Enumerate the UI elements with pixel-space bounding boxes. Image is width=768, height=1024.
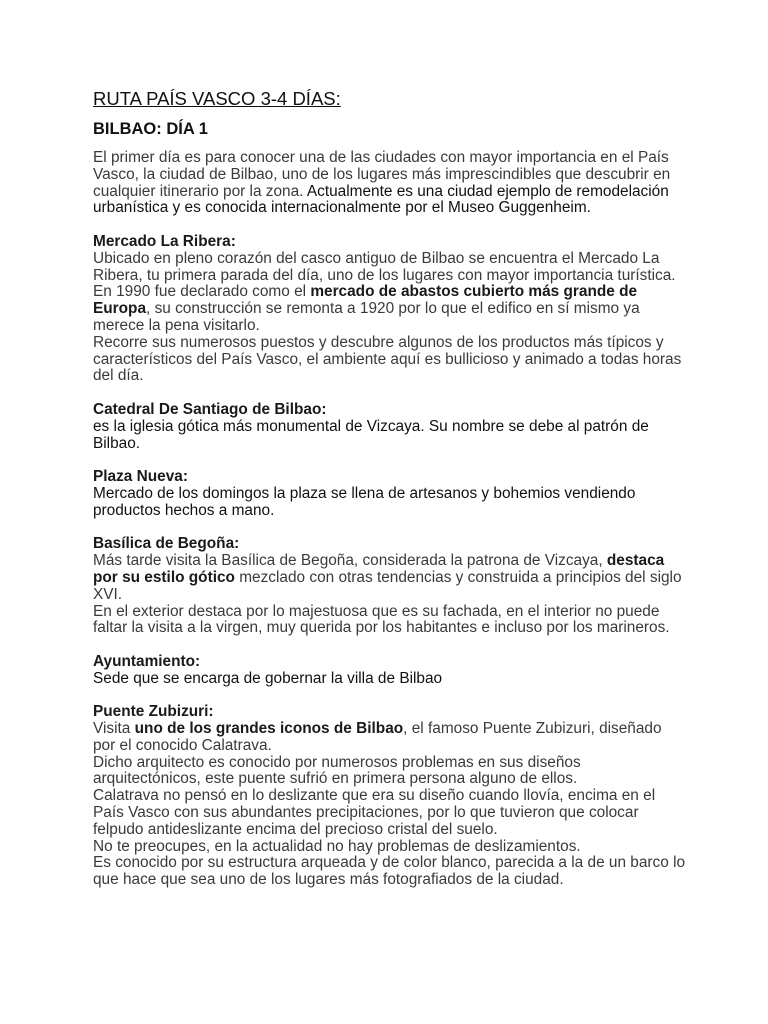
intro-text-highlight: Actualmente es una ciudad ejemplo de remodelación urbanística y es conocida internacionalmente por el Museo Guggenheim. bbox=[93, 182, 669, 217]
section-title: Mercado La Ribera: bbox=[93, 232, 236, 250]
text-run: , el famoso Puente Zubizuri, diseñado por el conocido Calatrava. bbox=[93, 720, 662, 754]
section-paragraph: Es conocido por su estructura arqueada y de color blanco, parecida a la de un barco lo que hace que sea uno de los lugares más fotografiados de la ciudad. bbox=[93, 854, 686, 889]
section-title: Basílica de Begoña: bbox=[93, 535, 240, 553]
section-paragraph bbox=[93, 284, 688, 334]
section-ayuntamiento bbox=[93, 654, 688, 688]
section-paragraph: Calatrava no pensó en lo deslizante que era su diseño cuando llovía, encima en el País Vasco con sus abundantes precipitaciones, por lo que tuvieron que colocar felpudo antideslizante encima del precioso cristal del suelo. bbox=[93, 787, 656, 838]
section-paragraph bbox=[93, 721, 688, 755]
section-paragraph bbox=[93, 553, 688, 603]
section-paragraph: Dicho arquitecto es conocido por numerosos problemas en sus diseños arquitectónicos, este puente sufrió en primera persona alguno de ellos. bbox=[93, 753, 581, 788]
day-heading: BILBAO: DÍA 1 bbox=[93, 120, 208, 138]
section-paragraph: En el exterior destaca por lo majestuosa que es su fachada, en el interior no puede faltar la visita a la virgen, muy querida por los habitantes e incluso por los marineros. bbox=[93, 602, 670, 637]
text-run: mezclado con otras tendencias y construida a principios del siglo XVI. bbox=[93, 568, 682, 603]
section-paragraph: Mercado de los domingos la plaza se llena de artesanos y bohemios vendiendo productos hechos a mano. bbox=[93, 484, 636, 519]
bold-text: mercado de abastos cubierto más grande de Europa bbox=[93, 283, 638, 318]
text-run: En 1990 fue declarado como el bbox=[93, 283, 311, 301]
section-title: Plaza Nueva: bbox=[93, 468, 188, 486]
text-run: Visita bbox=[93, 720, 135, 738]
section-catedral bbox=[93, 402, 688, 452]
section-paragraph: Recorre sus numerosos puestos y descubre algunos de los productos más típicos y característicos del País Vasco, el ambiente aquí es bullicioso y animado a todas horas del día. bbox=[93, 333, 682, 385]
document-title: RUTA PAÍS VASCO 3-4 DÍAS: bbox=[93, 88, 341, 109]
section-title: Puente Zubizuri: bbox=[93, 703, 214, 721]
bold-text: uno de los grandes iconos de Bilbao bbox=[134, 720, 404, 738]
section-mercado-la-ribera bbox=[93, 234, 688, 385]
section-puente-zubizuri bbox=[93, 704, 688, 889]
intro-text: El primer día es para conocer una de las ciudades con mayor importancia en el País Vasco, la ciudad de Bilbao, uno de los lugares más imprescindibles que descubrir en cualquier itinerario por la zona. bbox=[93, 149, 671, 200]
section-paragraph: es la iglesia gótica más monumental de Vizcaya. Su nombre se debe al patrón de Bilbao. bbox=[93, 417, 649, 452]
section-paragraph: No te preocupes, en la actualidad no hay problemas de deslizamientos. bbox=[93, 837, 581, 855]
bold-text: destaca por su estilo gótico bbox=[93, 552, 665, 586]
intro-paragraph bbox=[93, 150, 688, 217]
section-title: Ayuntamiento: bbox=[93, 652, 201, 670]
section-title: Catedral De Santiago de Bilbao: bbox=[93, 400, 327, 418]
section-basilica bbox=[93, 536, 688, 637]
text-run: , su construcción se remonta a 1920 por lo que el edifico en sí mismo ya merece la pena visitarlo. bbox=[93, 300, 640, 334]
section-plaza-nueva bbox=[93, 469, 688, 519]
text-run: Más tarde visita la Basílica de Begoña, considerada la patrona de Vizcaya, bbox=[93, 552, 607, 570]
section-paragraph: Sede que se encarga de gobernar la villa de Bilbao bbox=[93, 669, 443, 687]
section-paragraph: Ubicado en pleno corazón del casco antiguo de Bilbao se encuentra el Mercado La Ribera, tu primera parada del día, uno de los lugares con mayor importancia turística. bbox=[93, 249, 676, 284]
